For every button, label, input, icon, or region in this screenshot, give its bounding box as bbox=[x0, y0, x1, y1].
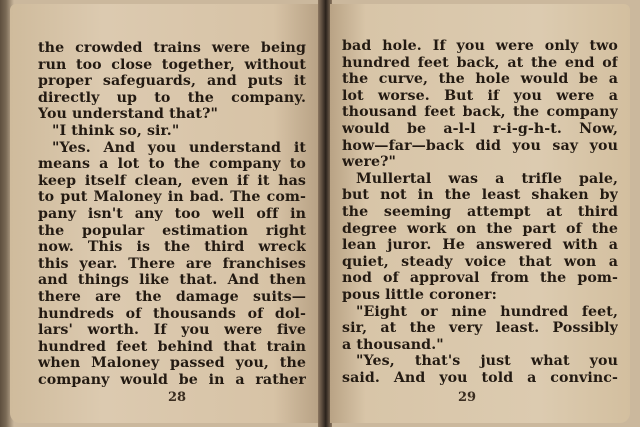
left-page-text bbox=[38, 40, 306, 388]
text-line: the popular estimation right bbox=[38, 222, 306, 239]
text-line: were?" bbox=[342, 154, 397, 171]
text-line: hundred feet back, at the end of bbox=[342, 54, 618, 71]
text-line: "I think so, sir." bbox=[52, 122, 180, 139]
text-line: hundred feet behind that train bbox=[38, 338, 306, 355]
right-page bbox=[330, 4, 630, 423]
text-line: the seeming attempt at third bbox=[342, 203, 618, 220]
text-line: thousand feet back, the company bbox=[342, 104, 618, 121]
text-line: and things like that. And then bbox=[38, 272, 306, 289]
text-line: a thousand." bbox=[342, 336, 444, 353]
text-line: You understand that?" bbox=[38, 106, 218, 123]
text-line: how—far—back did you say you bbox=[342, 137, 618, 154]
text-line: when Maloney passed you, the bbox=[38, 355, 306, 372]
text-line: bad hole. If you were only two bbox=[342, 38, 618, 54]
text-line: lot worse. But if you were a bbox=[342, 87, 618, 104]
page-number: 29 bbox=[458, 390, 477, 405]
text-line: proper safeguards, and puts it bbox=[38, 73, 306, 90]
text-line: "Eight or nine hundred feet, bbox=[356, 303, 618, 320]
text-line: Mullertal was a trifle pale, bbox=[356, 170, 618, 187]
text-line: to put Maloney in bad. The com- bbox=[38, 189, 306, 206]
text-line: pous little coroner: bbox=[342, 286, 497, 303]
text-line: "Yes, that's just what you bbox=[356, 353, 618, 370]
text-line: pany isn't any too well off in bbox=[38, 205, 306, 222]
text-line: keep itself clean, even if it has bbox=[38, 172, 306, 189]
text-line: the curve, the hole would be a bbox=[342, 71, 618, 88]
text-line: quiet, steady voice that won a bbox=[342, 253, 618, 270]
text-line: hundreds of thousands of dol- bbox=[38, 305, 306, 322]
text-line: lars' worth. If you were five bbox=[38, 322, 306, 339]
text-line: the crowded trains were being bbox=[38, 40, 306, 56]
text-line: sir, at the very least. Possibly bbox=[342, 320, 618, 337]
text-line: said. And you told a convinc- bbox=[342, 369, 618, 386]
text-line: directly up to the company. bbox=[38, 89, 306, 106]
text-line: company would be in a rather bbox=[38, 371, 306, 388]
left-page bbox=[10, 4, 320, 423]
text-line: lean juror. He answered with a bbox=[342, 237, 618, 254]
text-line: means a lot to the company to bbox=[38, 156, 306, 173]
text-line: but not in the least shaken by bbox=[342, 187, 618, 204]
text-line: nod of approval from the pom- bbox=[342, 270, 618, 287]
text-line: "Yes. And you understand it bbox=[52, 139, 306, 156]
text-line: run too close together, without bbox=[38, 56, 306, 73]
text-line: there are the damage suits— bbox=[38, 288, 306, 305]
page-number: 28 bbox=[168, 390, 187, 405]
text-line: now. This is the third wreck bbox=[38, 239, 306, 256]
right-page-text bbox=[342, 38, 618, 386]
text-line: degree work on the part of the bbox=[342, 220, 618, 237]
text-line: would be a-l-l r-i-g-h-t. Now, bbox=[342, 120, 618, 137]
text-line: this year. There are franchises bbox=[38, 255, 306, 272]
